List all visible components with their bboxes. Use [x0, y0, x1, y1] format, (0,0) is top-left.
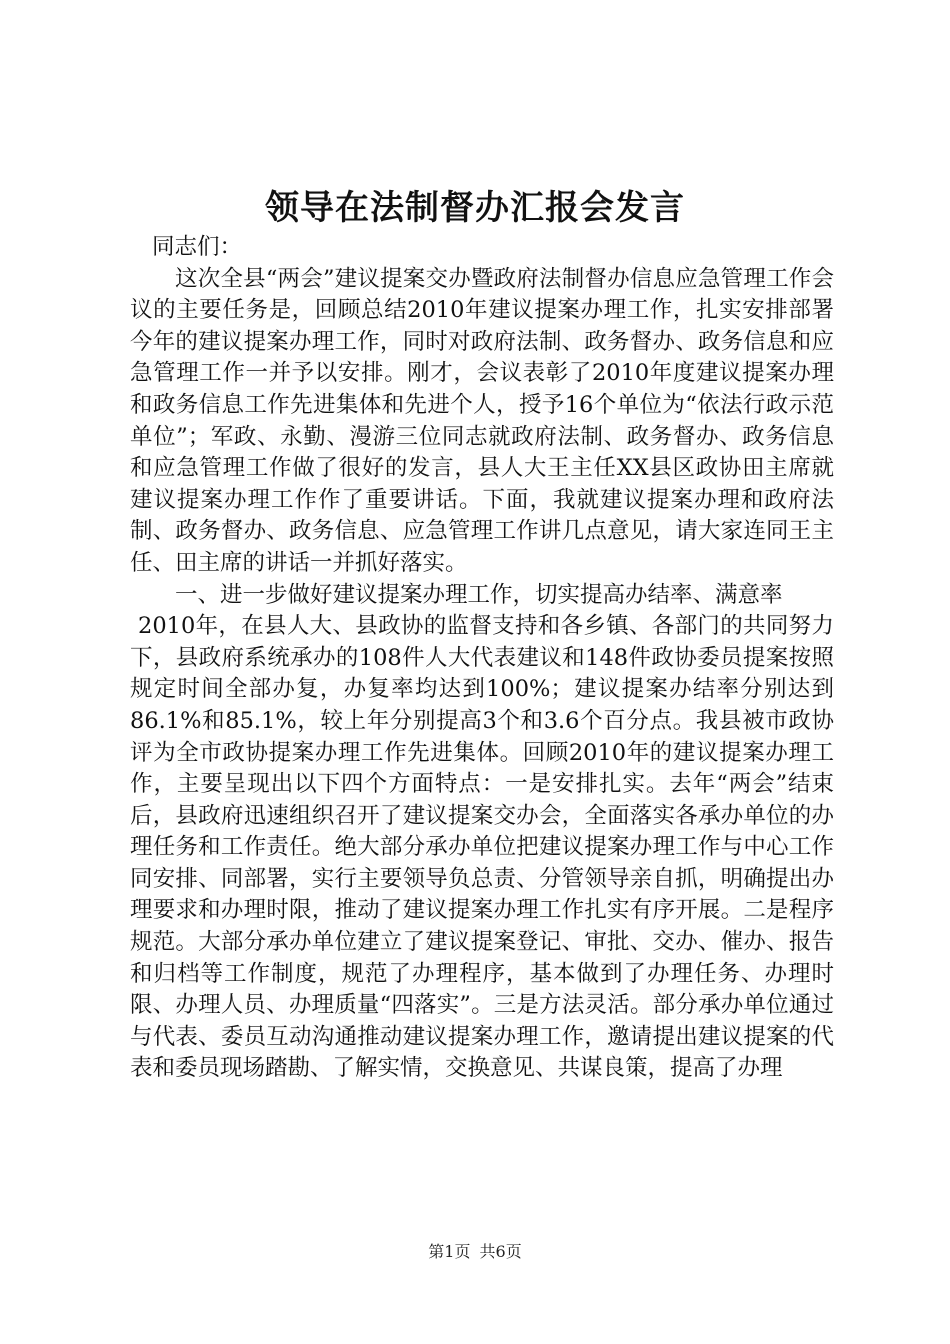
page-number: 第1页: [428, 1242, 471, 1261]
paragraph-section-one: 2010年，在县人大、县政协的监督支持和各乡镇、各部门的共同努力下，县政府系统承办的108件人大代表建议和148件政协委员提案按照规定时间全部办复，办复率均达到100%；建议提案办结率分别达到86.1%和85.1%，较上年分别提高3个和3.6个百分点。我县被市政协评为全市政协提案办理工作先进集体。回顾2010年的建议提案办理工作，主要呈现出以下四个方面特点：一是安排扎实。去年“两会”结束后，县政府迅速组织召开了建议提案交办会，全面落实各承办单位的办理任务和工作责任。绝大部分承办单位把建议提案办理工作与中心工作同安排、同部署，实行主要领导负总责、分管领导亲自抓，明确提出办理要求和办理时限，推动了建议提案办理工作扎实有序开展。二是程序规范。大部分承办单位建立了建议提案登记、审批、交办、催办、报告和归档等工作制度，规范了办理程序，基本做到了办理任务、办理时限、办理人员、办理质量“四落实”。三是方法灵活。部分承办单位通过与代表、委员互动沟通推动建议提案办理工作，邀请提出建议提案的代表和委员现场踏勘、了解实情，交换意见、共谋良策，提高了办理: [130, 613, 834, 1082]
document-body: [130, 232, 834, 1085]
greeting: 同志们：: [152, 234, 243, 260]
section-heading: 一、进一步做好建议提案办理工作，切实提高办结率、满意率: [175, 581, 783, 608]
document-title: 领导在法制督办汇报会发言: [265, 188, 685, 228]
paragraph-intro: 这次全县“两会”建议提案交办暨政府法制督办信息应急管理工作会议的主要任务是，回顾总结2010年建议提案办理工作，扎实安排部署今年的建议提案办理工作，同时对政府法制、政务督办、政务信息和应急管理工作一并予以安排。刚才，会议表彰了2010年度建议提案办理和政务信息工作先进集体和先进个人，授予16个单位为“依法行政示范单位”；军政、永勤、漫游三位同志就政府法制、政务督办、政务信息和应急管理工作做了很好的发言，县人大王主任XX县区政协田主席就建议提案办理工作作了重要讲话。下面，我就建议提案办理和政府法制、政务督办、政务信息、应急管理工作讲几点意见，请大家连同王主任、田主席的讲话一并抓好落实。: [130, 265, 834, 576]
page-footer: [0, 1240, 950, 1264]
page-total: 共6页: [479, 1242, 522, 1261]
